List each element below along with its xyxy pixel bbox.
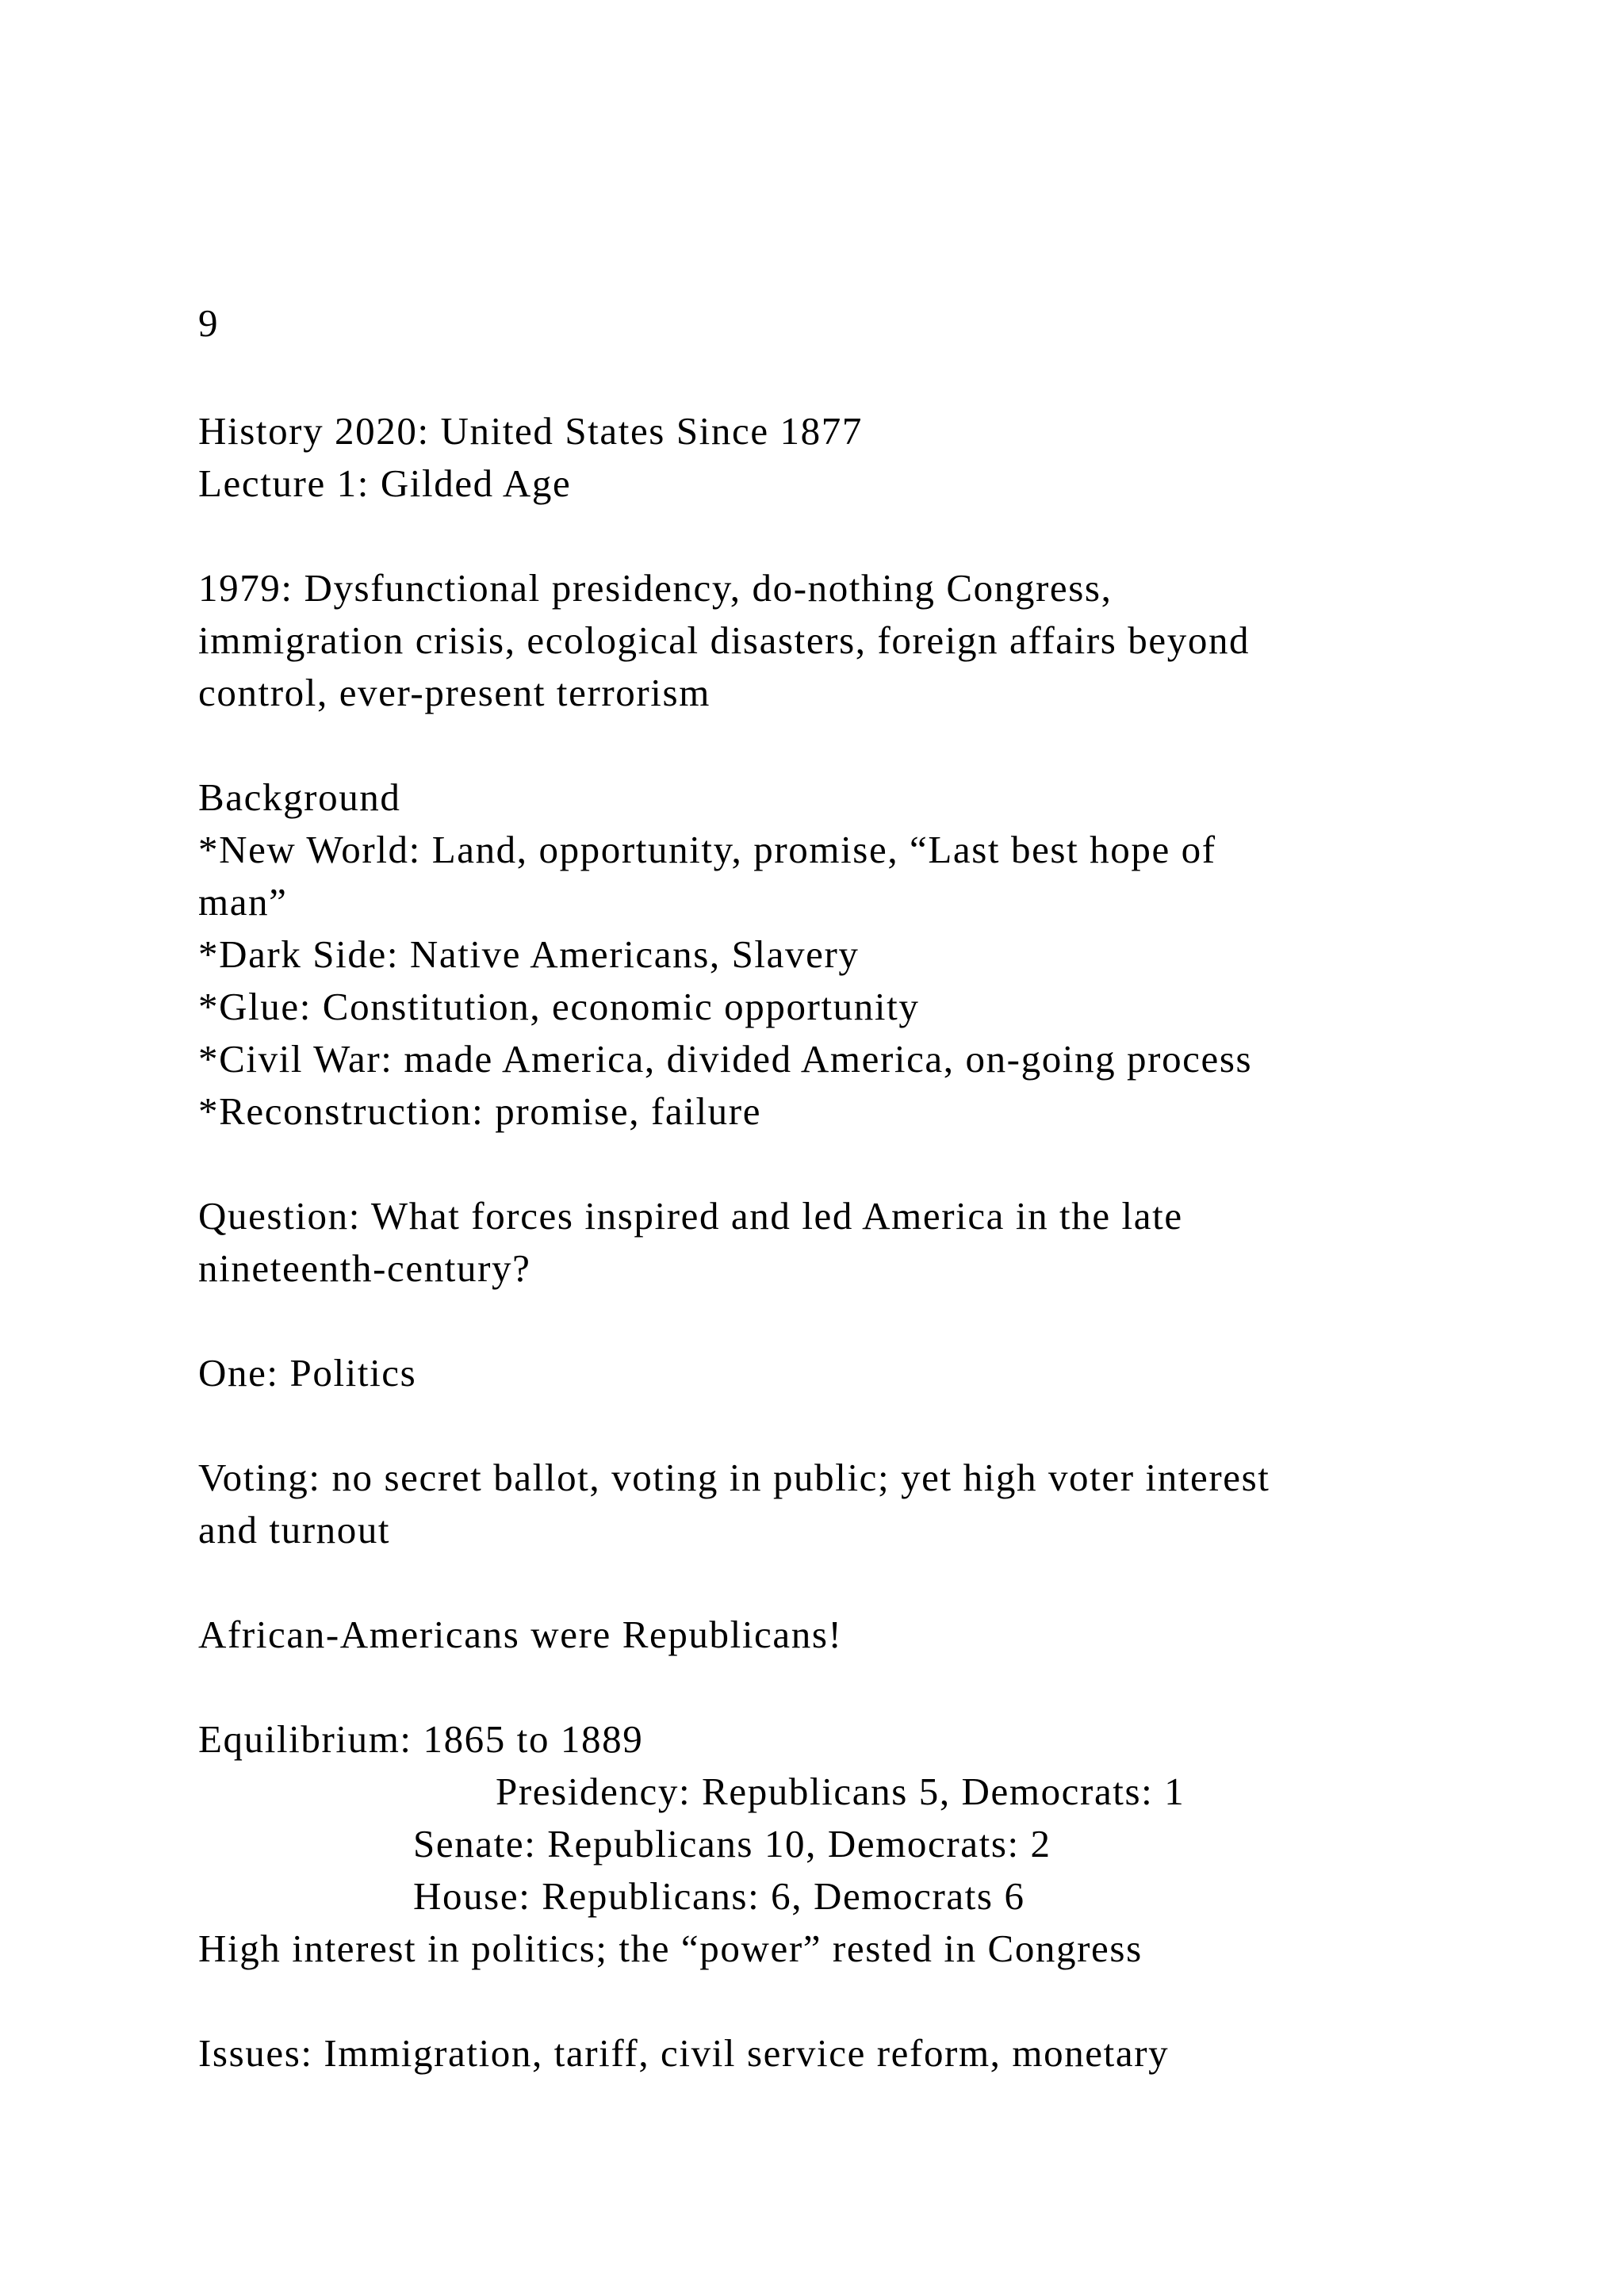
background-item: *Glue: Constitution, economic opportunity [198, 985, 920, 1028]
background-item: *New World: Land, opportunity, promise, “Last best hope of [198, 828, 1216, 871]
voting-line: Voting: no secret ballot, voting in public; yet high voter interest [198, 1456, 1270, 1499]
intro-line: 1979: Dysfunctional presidency, do-nothing Congress, [198, 566, 1113, 610]
question-line: Question: What forces inspired and led America in the late [198, 1194, 1183, 1238]
background-item: *Civil War: made America, divided America, on-going process [198, 1037, 1253, 1081]
background-item: *Reconstruction: promise, failure [198, 1089, 762, 1133]
question-line: nineteenth-century? [198, 1246, 531, 1290]
course-title: History 2020: United States Since 1877 [198, 409, 863, 453]
background-item: man” [198, 880, 288, 924]
section-heading: One: Politics [198, 1351, 417, 1395]
lecture-title: Lecture 1: Gilded Age [198, 461, 572, 505]
equilibrium-heading: Equilibrium: 1865 to 1889 [198, 1717, 644, 1761]
equilibrium-presidency: Presidency: Republicans 5, Democrats: 1 [496, 1770, 1185, 1813]
voting-line: and turnout [198, 1508, 391, 1552]
equilibrium-summary: High interest in politics; the “power” rested in Congress [198, 1927, 1143, 1970]
issues-line: Issues: Immigration, tariff, civil service reform, monetary [198, 2031, 1170, 2075]
page-number: 9 [198, 301, 220, 345]
equilibrium-senate: Senate: Republicans 10, Democrats: 2 [413, 1822, 1051, 1866]
background-item: *Dark Side: Native Americans, Slavery [198, 932, 860, 976]
african-americans-line: African-Americans were Republicans! [198, 1613, 843, 1656]
equilibrium-house: House: Republicans: 6, Democrats 6 [413, 1874, 1025, 1918]
intro-line: control, ever-present terrorism [198, 671, 710, 714]
intro-line: immigration crisis, ecological disasters, foreign affairs beyond [198, 618, 1251, 662]
background-heading: Background [198, 775, 401, 819]
